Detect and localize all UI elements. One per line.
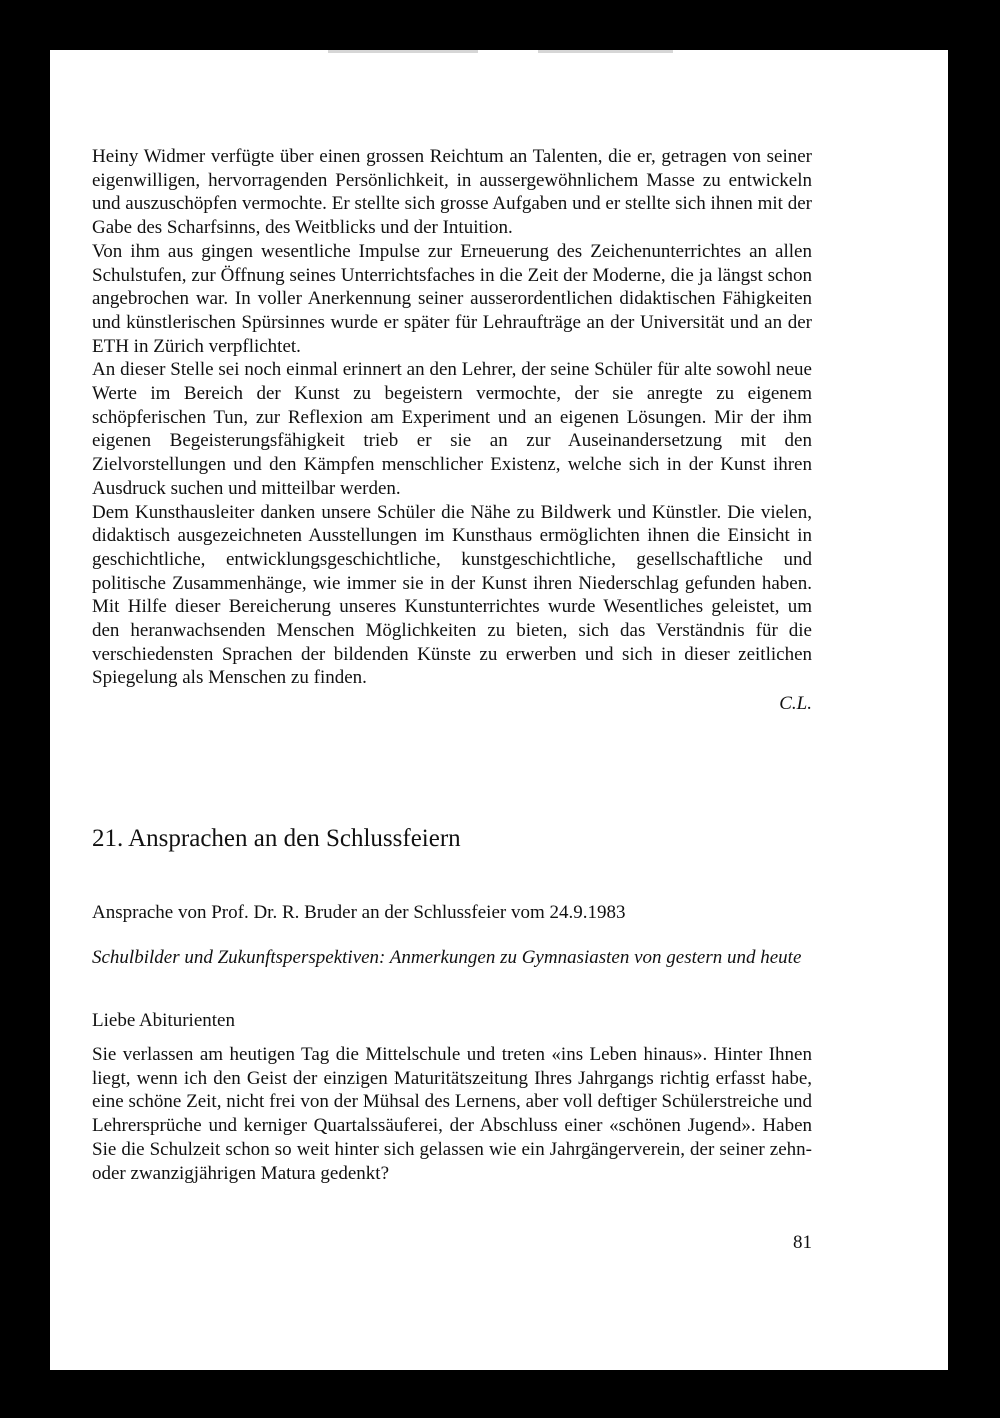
page-number: 81 (793, 1232, 812, 1253)
upper-text-block (92, 145, 812, 716)
paragraph: Dem Kunsthausleiter danken unsere Schüler die Nähe zu Bildwerk und Künstler. Die vielen, didaktisch ausgezeichneten Ausstellungen im Kunsthaus ermöglichten ihnen die Einsicht in geschichtliche, entwicklungsgeschichtliche, kunstgeschichtliche, gesellschaftliche und politische Zusammenhänge, wie immer sie in der Kunst ihren Niederschlag gefunden haben. Mit Hilfe dieser Bereicherung unseres Kunstunterrichtes wurde Wesentliches geleistet, um den heranwachsenden Menschen Möglichkeiten zu bieten, sich das Verständnis für die verschiedensten Sprachen der bildenden Künste zu erwerben und sich in dieser zeitlichen Spiegelung als Menschen zu finden. (92, 501, 812, 689)
author-initials: C.L. (779, 693, 812, 715)
paragraph: Sie verlassen am heutigen Tag die Mittelschule und treten «ins Leben hinaus». Hinter Ihnen liegt, wenn ich den Geist der einzigen Maturitätszeitung Ihres Jahrgangs richtig erfasst habe, eine schöne Zeit, nicht frei von der Mühsal des Lernens, aber voll deftiger Schülerstreiche und Lehrersprüche und kerniger Quartalssäuferei, der Abschluss einer «schönen Jugend». Haben Sie die Schulzeit schon so weit hinter sich gelassen wie ein Jahrgängerverein, der seiner zehn- oder zwanzigjährigen Matura gedenkt? (92, 1044, 812, 1184)
speech-title: Ansprache von Prof. Dr. R. Bruder an der Schlussfeier vom 24.9.1983 (92, 902, 626, 923)
salutation: Liebe Abiturienten (92, 1010, 235, 1031)
paragraph: An dieser Stelle sei noch einmal erinnert an den Lehrer, der seine Schüler für alte sowohl neue Werte im Bereich der Kunst zu begeistern vermochte, der sie anregte zu eigenem schöpferischen Tun, zur Reflexion am Experiment und an eigenen Lösungen. Mir der ihm eigenen Begeisterungsfähigkeit trieb er sie an zur Auseinandersetzung mit den Zielvorstellungen und den Kämpfen menschlicher Existenz, welche sich in der Kunst ihren Ausdruck suchen und mitteilbar werden. (92, 359, 812, 499)
scan-artifact (538, 50, 673, 53)
speech-text-block (92, 1043, 812, 1185)
scan-artifact (328, 50, 478, 53)
section-heading: 21. Ansprachen an den Schlussfeiern (92, 825, 461, 852)
paragraph: Heiny Widmer verfügte über einen grossen Reichtum an Talenten, die er, getragen von seiner eigenwilligen, hervorragenden Persönlichkeit, in aussergewöhnlichem Masse zu entwickeln und auszuschöpfen vermochte. Er stellte sich grosse Aufgaben und er stellte sich ihnen mit der Gabe des Scharfsinns, des Weitblicks und der Intuition. (92, 146, 812, 239)
speech-subtitle: Schulbilder und Zukunftsperspektiven: Anmerkungen zu Gymnasiasten von gestern und heute (92, 947, 802, 968)
paragraph: Von ihm aus gingen wesentliche Impulse zur Erneuerung des Zeichenunterrichtes an allen Schulstufen, zur Öffnung seines Unterrichtsfaches in die Zeit der Moderne, die ja längst schon angebrochen war. In voller Anerkennung seiner ausserordentlichen didaktischen Fähigkeiten und künstlerischen Spürsinnes wurde er später für Lehraufträge an der Universität und an der ETH in Zürich verpflichtet. (92, 240, 812, 357)
document-page (50, 50, 948, 1370)
